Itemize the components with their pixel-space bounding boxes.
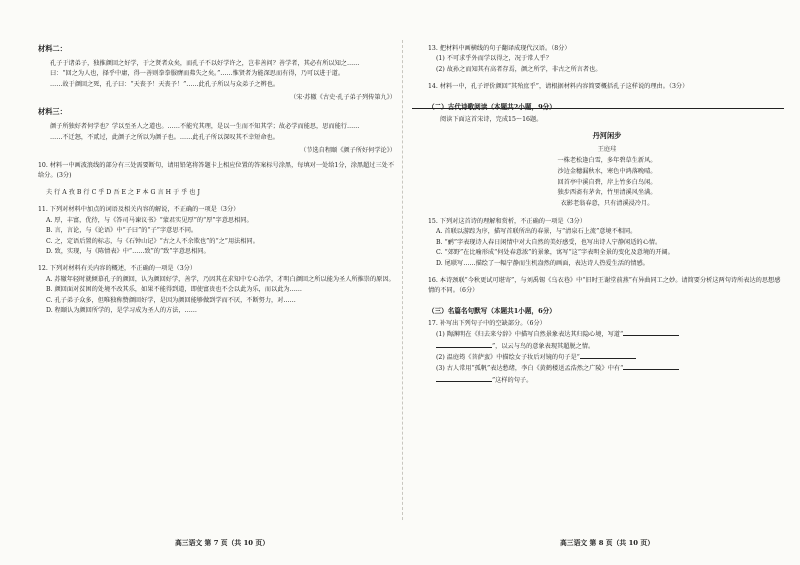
- q11-option-b: B. 言，言论，与《论语》中“子曰”的“子”字意思不同。: [46, 227, 198, 235]
- question-11: 11. 下列对材料中加点的词语及相关内容的解说，不正确的一项是（3分）: [38, 206, 240, 214]
- q17-item-3: [428, 363, 786, 374]
- q15-option-a: A. 首联以游踪为序，描写首联所出的春景，与“清泉石上流”意境不相同。: [436, 228, 637, 236]
- q15-option-c: C. “郊野”在比喻形成“何处春意浓”的景象，寓写“这”字表明全景的变化及意境的开阔。: [436, 249, 674, 257]
- material-2-para-1: 孔子于诸弟子，独推颜回之好学，于之贤者众矣，而孔子不以好学许之，岂非善问？善学者，其必有所以知之……: [50, 60, 360, 67]
- page-divider: [402, 40, 403, 520]
- question-14: 14. 材料一中，孔子评价颜回“其殆庶乎”，请根据材料内容简要概括孔子这样说的理由。（3分）: [428, 83, 689, 91]
- material-2-para-3: ……故于颜回之死，孔子曰：“天丧予！天丧予！”……此孔子所以与众弟子之辨也。: [50, 80, 280, 88]
- fold-mark-line: [412, 108, 784, 109]
- question-10-options: 夫 行 A 孜 B 行 C 乎 D 吾 E 之 F 本 G 言 H 于 乎 也 J: [46, 189, 200, 197]
- q15-option-d: D. 尾联写……描绘了一幅宁静而生机盎然的画面，表达诗人热爱生活的情感。: [436, 259, 649, 267]
- q12-option-d: D. 程颐认为颜回所学的，是学习成为圣人的方法，……: [46, 307, 197, 315]
- q13-item-1: (1) 不可求乎外而学以得之，况于常人乎？: [436, 55, 552, 63]
- material-3-para-2: ……不迁怒，不贰过，此颜子之所以为颜子也。……此孔子所以深叹其不幸短命也。: [50, 133, 279, 141]
- poem-line: 衣影老翁春意，只有清溪浸冷月。: [560, 200, 654, 208]
- q17-item-2-text: (2) 温庭筠《菩萨蛮》中描绘女子妆后对镜的句子是“: [436, 354, 580, 362]
- answer-blank: [436, 341, 492, 348]
- poem-line: 沙边金穗漏秋水，寒色中鸿落晚晴。: [557, 167, 657, 175]
- q17-item-1b: [428, 341, 786, 352]
- poem-line: 一株老松逢白雪，多年碧草生新风。: [557, 157, 657, 165]
- answer-blank: [436, 375, 492, 382]
- section-3-heading: （三）名篇名句默写（本题共1小题，6分）: [428, 306, 556, 315]
- poem-line: 独步西斋有茅舍，竹里清溪风坐满。: [557, 189, 657, 197]
- q12-option-a: A. 苏辙年轻时就倾慕孔子的颜回，认为颜回好学，善学，乃因其在求知中专心治学，才明白颜回之所以能为圣人所推崇的原因。: [46, 275, 395, 283]
- poem-author: 王庭珪: [597, 146, 617, 154]
- poem-line: 回首亭中溪自碧，岸上竹多白鸟闲。: [557, 178, 657, 186]
- q17-item-3-text: (3) 古人常用“孤帆”表达愁绪，李白《黄鹤楼送孟浩然之广陵》中有“: [436, 365, 624, 373]
- q11-option-c: C. 之，定语后置的标志，与《石钟山记》“古之人不余欺也”的“之”用法相同。: [46, 237, 259, 245]
- answer-blank: [623, 329, 679, 336]
- right-page: [428, 44, 786, 386]
- q11-option-a: A. 厚，丰富，优待，与《答司马谏议书》“蒙君实见厚”的“厚”字意思相同。: [46, 216, 253, 224]
- question-12: 12. 下列对材料有关内容的概述，不正确的一项是（3分）: [38, 265, 197, 273]
- left-page-footer: 高三语文 第 7 页（共 10 页）: [175, 539, 269, 547]
- q12-option-c: C. 孔子弟子众多，但唯独称赞颜回好学，是因为颜回能够做到学而不厌，不断努力，对……: [46, 296, 296, 304]
- question-13: 13. 把材料中画横线的句子翻译成现代汉语。（8分）: [428, 45, 571, 52]
- q17-item-3b: [428, 375, 786, 386]
- q17-item-3b-text: ”这样的句子。: [492, 376, 533, 384]
- q17-item-1-text: (1) 陶渊明在《归去来兮辞》中描写自然景象表达其归隐心境，写道“: [436, 331, 624, 339]
- material-3-title: 材料三：: [38, 107, 67, 117]
- material-2-source: （宋·苏辙《古史·孔子弟子列传第九》）: [289, 94, 396, 102]
- poem-title: 丹河闲步: [592, 131, 622, 141]
- answer-blank: [623, 363, 679, 370]
- q17-item-2: [428, 352, 786, 363]
- q13-item-2: (2) 故孙之而知其有高者存焉，颜之所学，非古之所言者也。: [436, 65, 602, 73]
- q11-option-d: D. 致，实现，与《陈情表》中“……致”的“致”字意思相同。: [46, 248, 210, 256]
- material-2-title: 材料二：: [38, 44, 67, 53]
- q15-option-b: B. “鹂”字表现诗人春日闲情中对大自然的美好感受，也写出诗人宁静闲适的心情。: [436, 238, 662, 246]
- q17-item-1: [428, 329, 786, 340]
- material-2-para-2: 曰：“回之为人也，择乎中庸，得一善则拳拳服膺而弗失之矣。”……惟贤者为能深思而有得，乃可以进于道。: [50, 70, 345, 78]
- left-page: [38, 44, 396, 317]
- material-3-source: （节选自程颐《颜子所好何学论》）: [300, 147, 396, 155]
- q12-option-b: B. 颜回面对贫困的处境不改其乐，如果不能得到道，即使富贵也不会以此为乐，而以此为……: [46, 286, 302, 294]
- right-page-footer: 高三语文 第 8 页（共 10 页）: [560, 539, 654, 547]
- question-15: 15. 下列对这首诗的理解和赏析，不正确的一项是（3分）: [428, 218, 587, 226]
- question-16: 16. 本诗颈联“今秋更试可堪寄”，与刘禹锡《乌衣巷》中“旧时王谢堂前燕”有异曲同工之妙。请简要分析这两句诗所表达的思想感情的不同。（6分）: [428, 277, 781, 295]
- question-17: 17. 补写出下列句子中的空缺部分。（6分）: [428, 319, 546, 327]
- material-3-para-1: 颜子所独好者何学也？学以至圣人之道也。……不能究其理，是以一生而不知其学；故必学而能思，思而能行……: [50, 123, 360, 131]
- question-10: 10. 材料一中画波浪线的部分有三处需要断句，请用铅笔将答题卡上相应位置的答案标号涂黑，每填对一处给1分，涂黑超过三处不给分。(3分): [38, 162, 395, 180]
- q17-item-1b-text: ”，以云与鸟的意象表现其超脱之情。: [492, 342, 595, 350]
- section-2-heading: （二）古代诗歌阅读（本题共2小题，9分）: [428, 102, 556, 111]
- section-2-intro: 阅读下面这首宋诗，完成15～16题。: [440, 115, 543, 123]
- answer-blank: [580, 352, 636, 359]
